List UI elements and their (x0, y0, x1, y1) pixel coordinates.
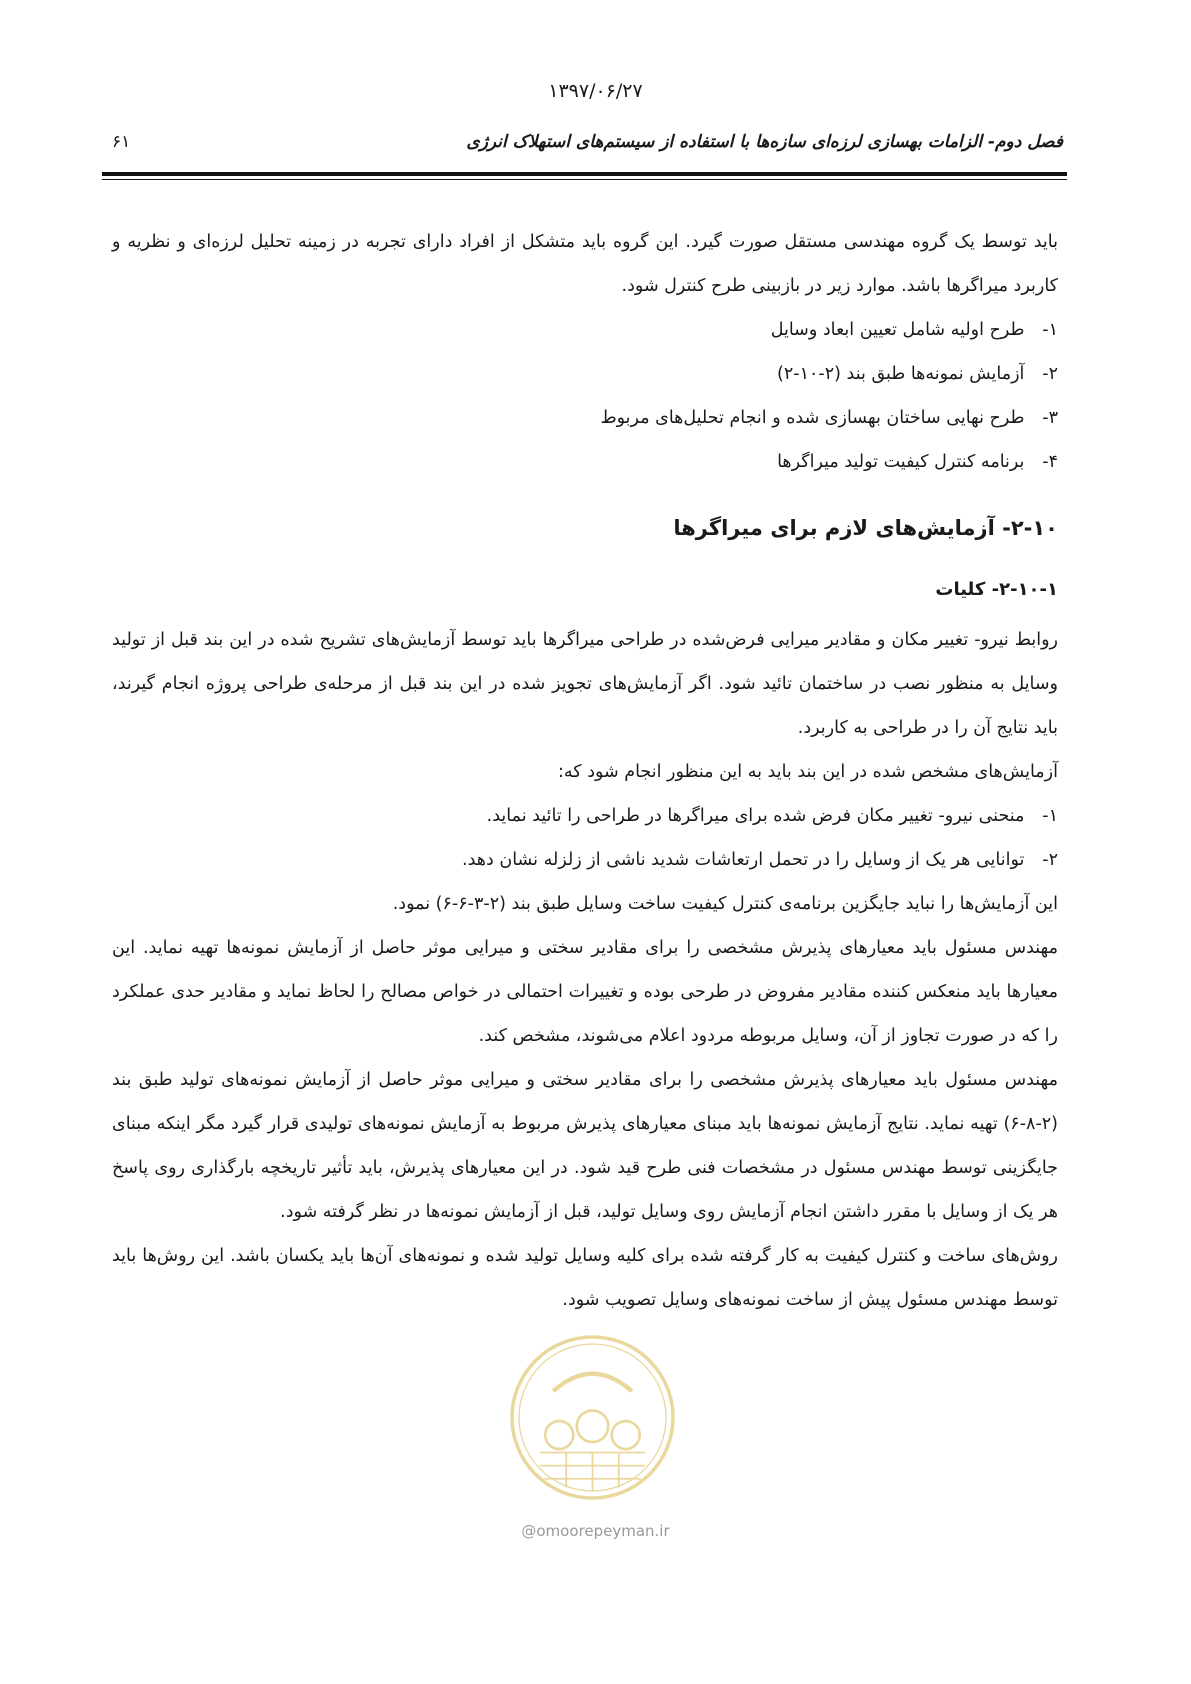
intro-paragraph: باید توسط یک گروه مهندسی مستقل صورت گیرد. این گروه باید متشکل از افراد دارای تجربه در زمینه تحلیل لرزه‌ای و نظریه و کاربرد میراگرها باشد. موارد زیر در بازبینی طرح کنترل شود. (112, 232, 1058, 296)
list-number: ۴- (1042, 452, 1058, 472)
watermark-logo-icon (505, 1330, 680, 1505)
list-text: توانایی هر یک از وسایل را در تحمل ارتعاشات شدید ناشی از زلزله نشان دهد. (462, 850, 1025, 870)
paragraph: آزمایش‌های مشخص شده در این بند باید به این منظور انجام شود که: (558, 762, 1058, 782)
watermark-site: @omoorepeyman.ir (521, 1522, 670, 1540)
list-number: ۱- (1042, 320, 1058, 340)
list-number: ۱- (1042, 806, 1058, 826)
section-heading: ۲-۱۰- آزمایش‌های لازم برای میراگرها (673, 516, 1058, 540)
list-number: ۳- (1042, 408, 1058, 428)
header-rule-thin (102, 179, 1067, 180)
chapter-title: فصل دوم- الزامات بهسازی لرزه‌ای سازه‌ها با استفاده از سیستم‌های استهلاک انرژی (466, 132, 1063, 152)
paragraph: مهندس مسئول باید معیارهای پذیرش مشخصی را برای مقادیر سختی و میرایی موثر حاصل از آزمایش نمونه‌های تولید طبق بند (۲-۸-۶) تهیه نماید. نتایج آزمایش نمونه‌ها باید مبنای معیارهای پذیرش مربوط به آزمایش نمونه‌های تولیدی قرار گیرد مگر اینکه مبنای جایگزینی توسط مهندس مسئول در مشخصات فنی طرح قید شود. در این معیارهای پذیرش، باید تأثیر تاریخچه بارگذاری روی پاسخ هر یک از وسایل با مقرر داشتن انجام آزمایش روی وسایل تولید، قبل از آزمایش نمونه‌ها در نظر گرفته شود. (112, 1070, 1058, 1222)
paragraph: مهندس مسئول باید معیارهای پذیرش مشخصی را برای مقادیر سختی و میرایی موثر حاصل از آزمایش نمونه‌ها تهیه نماید. این معیارها باید منعکس کننده مقادیر مفروض در طرحی بوده و تغییرات احتمالی در خواص مصالح را لحاظ نماید و مقادیر حدی عملکرد را که در صورت تجاوز از آن، وسایل مربوطه مردود اعلام می‌شوند، مشخص کند. (112, 938, 1058, 1046)
page-body (112, 220, 1058, 1322)
list-text: طرح اولیه شامل تعیین ابعاد وسایل (770, 320, 1025, 340)
paragraph: روش‌های ساخت و کنترل کیفیت به کار گرفته شده برای کلیه وسایل تولید شده و نمونه‌های آن‌ها باید یکسان باشد. این روش‌ها باید توسط مهندس مسئول پیش از ساخت نمونه‌های وسایل تصویب شود. (112, 1246, 1058, 1310)
list-number: ۲- (1042, 850, 1058, 870)
paragraph: روابط نیرو- تغییر مکان و مقادیر میرایی فرض‌شده در طراحی میراگرها باید توسط آزمایش‌های تشریح شده در این بند قبل از تولید وسایل به منظور نصب در ساختمان تائید شود. اگر آزمایش‌های تجویز شده در این بند قبل از مرحله‌ی طراحی پروژه انجام گیرند، باید نتایج آن را در طراحی به کاربرد. (112, 630, 1058, 738)
list-text: طرح نهایی ساختان بهسازی شده و انجام تحلیل‌های مربوط (600, 408, 1025, 428)
list-number: ۲- (1042, 364, 1058, 384)
page-number: ۶۱ (112, 132, 131, 152)
list-item (112, 440, 1058, 484)
paragraph: این آزمایش‌ها را نباید جایگزین برنامه‌ی کنترل کیفیت ساخت وسایل طبق بند (۲-۳-۶-۶) نمود. (392, 894, 1058, 914)
list-text: برنامه کنترل کیفیت تولید میراگرها (777, 452, 1025, 472)
list-item (112, 794, 1058, 838)
list-text: آزمایش نمونه‌ها طبق بند (۲-۱۰-۲) (777, 364, 1025, 384)
list-item (112, 838, 1058, 882)
header-date: ۱۳۹۷/۰۶/۲۷ (548, 80, 643, 102)
list-item (112, 308, 1058, 352)
list-item (112, 396, 1058, 440)
list-item (112, 352, 1058, 396)
header-rule-thick (102, 172, 1067, 176)
subsection-heading: ۲-۱۰-۱- کلیات (935, 579, 1058, 600)
list-text: منحنی نیرو- تغییر مکان فرض شده برای میراگرها در طراحی را تائید نماید. (486, 806, 1025, 826)
